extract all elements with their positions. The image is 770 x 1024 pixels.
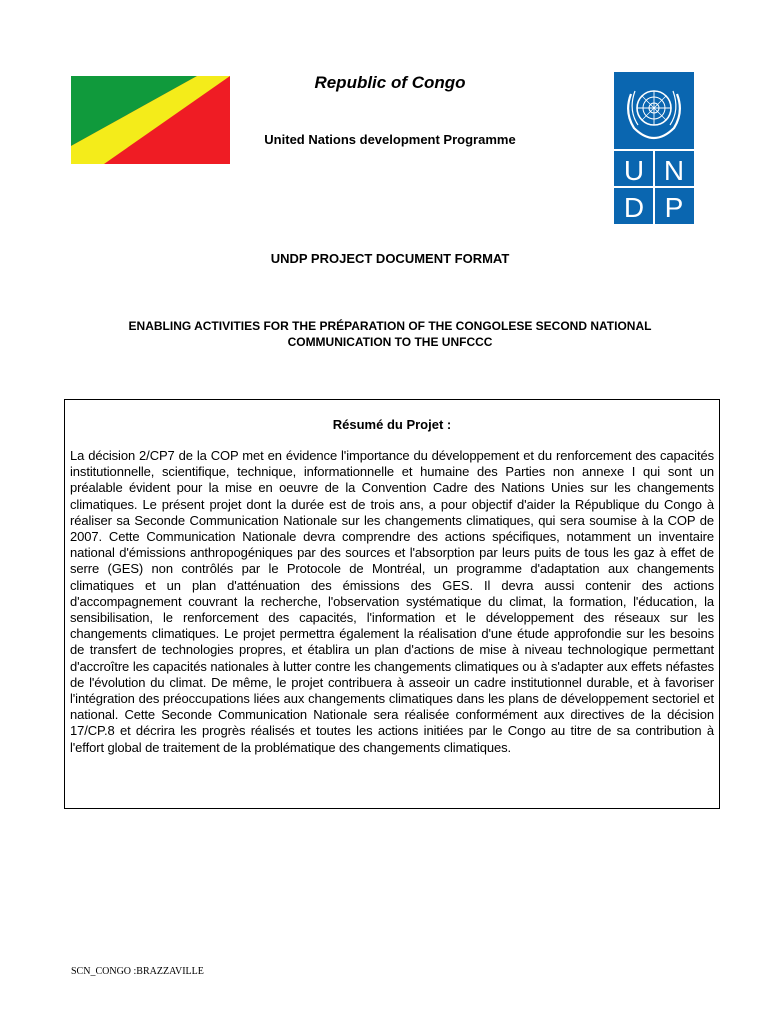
project-title-line-1: ENABLING ACTIVITIES FOR THE PRÉPARATION OF THE CONGOLESE SECOND NATIONAL — [128, 319, 652, 333]
project-title-line-2: COMMUNICATION TO THE UNFCCC — [287, 335, 493, 349]
country-title: Republic of Congo — [314, 73, 466, 92]
logo-letter-n: N — [663, 155, 685, 186]
logo-letter-p: P — [664, 192, 684, 223]
footer-reference: SCN_CONGO :BRAZZAVILLE — [71, 966, 204, 977]
congo-flag — [71, 76, 230, 164]
summary-body: La décision 2/CP7 de la COP met en évidence l'importance du développement et du renforcement des capacités institutionnelle, scientifique, technique, informationnelle et humaine des Parties non annexe I qui sont un préalable évident pour la mise en oeuvre de la Convention Cadre des Nations Unies sur les changements climatiques. Le présent projet dont la durée est de trois ans, a pour objectif d'aider la République du Congo à réaliser sa Seconde Communication Nationale sur les changements climatiques, qui sera soumise à la COP de 2007. Cette Communication Nationale devra comprendre des actions spécifiques, notamment un inventaire national d'émissions anthropogéniques par des sources et l'absorption par leurs puits de tous les gaz à effet de serre (GES) non contrôlés par le Protocole de Montréal, un programme d'adaptation aux changements climatiques et un plan d'atténuation des émissions des GES. Il devra aussi contenir des actions d'accompagnement couvrant la recherche, l'observation systématique du climat, la formation, l'éducation, la sensibilisation, le renforcement des capacités, l'information et le développement des réseaux sur les changements climatiques. Le projet permettra également la réalisation d'une étude approfondie sur les besoins de transfert de technologies propres, et établira un plan d'actions de mise à niveau technologique permettant d'accroître les capacités nationales à lutter contre les changements climatiques ou à s'adapter aux effets néfastes de l'évolution du climat. De même, le projet contribuera à asseoir un cadre institutionnel durable, et à favoriser l'intégration des préoccupations liées aux changements climatiques dans les plans de développement sectoriel et national. Cette Seconde Communication Nationale sera réalisée conformément aux directives de la décision 17/CP.8 et décrira les progrès réalisés et toutes les actions initiées par le Congo au titre de sa contribution à l'effort global de traitement de la problématique des changements climatiques. — [70, 448, 714, 755]
logo-letter-d: D — [623, 192, 645, 223]
summary-heading: Résumé du Projet : — [332, 417, 452, 432]
programme-name: United Nations development Programme — [264, 132, 516, 147]
logo-letter-u: U — [623, 155, 645, 186]
document-format-title: UNDP PROJECT DOCUMENT FORMAT — [270, 251, 510, 266]
project-summary-box — [64, 399, 720, 809]
undp-logo — [614, 72, 694, 224]
project-title — [60, 318, 720, 350]
